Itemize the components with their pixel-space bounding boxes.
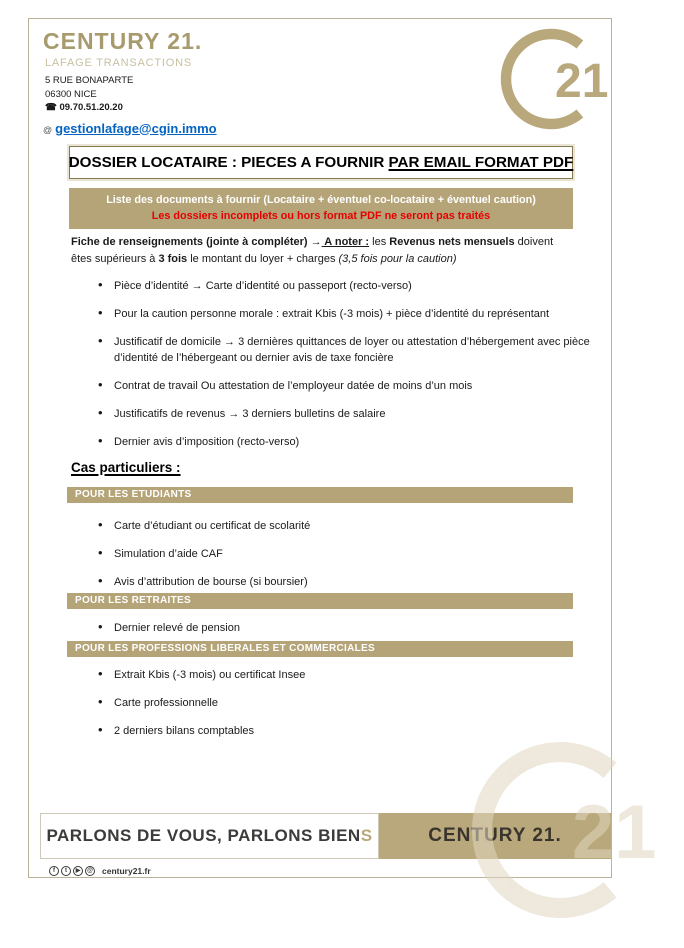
email-line — [43, 120, 217, 138]
intro-noted: A noter : — [321, 236, 370, 248]
instagram-icon[interactable]: @ — [85, 866, 95, 876]
title-underlined: PAR EMAIL FORMAT PDF — [388, 154, 574, 171]
intro-text-3: le montant du loyer + charges — [187, 252, 339, 265]
retraites-list — [29, 620, 613, 636]
agency-name: LAFAGE TRANSACTIONS — [45, 57, 193, 69]
arrow-icon: → — [310, 236, 322, 248]
notice-banner — [69, 188, 573, 229]
list-item: • Pièce d’identité → Carte d’identité ou passeport (recto-verso) — [29, 278, 611, 294]
intro-paragraph — [71, 234, 573, 267]
phone-icon: ☎ — [45, 102, 57, 113]
address-line-2: 06300 NICE — [45, 88, 97, 100]
email-link[interactable]: gestionlafage@cgin.immo — [55, 120, 217, 136]
brand-name: CENTURY 21. — [43, 28, 203, 54]
list-item: • Justificatifs de revenus → 3 derniers bulletins de salaire — [29, 406, 611, 422]
list-item: • Dernier avis d’imposition (recto-verso) — [29, 434, 611, 450]
list-item: • Carte d’étudiant ou certificat de scolarité — [29, 518, 613, 534]
list-item: • Dernier relevé de pension — [29, 620, 613, 636]
intro-bold-3: 3 fois — [158, 252, 188, 265]
section-header-professions: POUR LES PROFESSIONS LIBERALES ET COMMERCIALES — [67, 641, 573, 657]
professions-list — [29, 667, 613, 739]
document-page — [28, 18, 612, 878]
slogan-main: PARLONS DE VOUS, PARLONS BIEN — [46, 826, 361, 845]
document-title-box — [69, 146, 573, 179]
list-item: • Carte professionnelle — [29, 695, 613, 711]
list-item: • 2 derniers bilans comptables — [29, 723, 613, 739]
watermark-number: 21 — [572, 790, 657, 875]
list-item: • Contrat de travail Ou attestation de l’employeur datée de moins d’un mois — [29, 378, 611, 394]
phone-number: 09.70.51.20.20 — [59, 102, 123, 113]
intro-bold-1: Fiche de renseignements (jointe à compléter) — [71, 236, 311, 248]
special-cases-heading: Cas particuliers : — [71, 460, 181, 475]
section-header-retraites: POUR LES RETRAITES — [67, 593, 573, 609]
youtube-icon[interactable]: ▶ — [73, 866, 83, 876]
list-item: • Avis d’attribution de bourse (si boursier) — [29, 574, 613, 590]
etudiants-list — [29, 518, 613, 590]
century21-logo-icon — [499, 23, 611, 138]
list-item: • Pour la caution personne morale : extrait Kbis (-3 mois) + pièce d’identité du représentant — [29, 306, 611, 322]
slogan-last-letter: S — [360, 826, 373, 845]
intro-italic: (3,5 fois pour la caution) — [338, 252, 457, 265]
agency-header — [43, 28, 217, 138]
intro-bold-2: Revenus nets mensuels — [389, 236, 515, 248]
address-line-1: 5 RUE BONAPARTE — [45, 75, 134, 86]
list-item: • Extrait Kbis (-3 mois) ou certificat Insee — [29, 667, 613, 683]
social-row — [49, 866, 151, 876]
slogan-text — [46, 826, 372, 846]
section-header-etudiants: POUR LES ETUDIANTS — [67, 487, 573, 503]
document-title — [69, 154, 574, 171]
footer-banner — [40, 813, 611, 859]
twitter-icon[interactable]: t — [61, 866, 71, 876]
title-plain: DOSSIER LOCATAIRE : PIECES A FOURNIR — [68, 154, 389, 171]
notice-line-2: Les dossiers incomplets ou hors format PDF ne seront pas traités — [151, 210, 491, 222]
main-document-list — [29, 278, 611, 462]
section-etudiants — [67, 487, 573, 602]
footer-brand-box — [379, 813, 611, 859]
intro-text-1: les — [369, 236, 390, 248]
section-professions — [67, 641, 573, 751]
phone-line — [45, 101, 217, 115]
list-item: • Simulation d’aide CAF — [29, 546, 613, 562]
list-item: • Justificatif de domicile → 3 dernières quittances de loyer ou attestation d’hébergement avec pièce d’identité de l’hébergeant ou dernier avis de taxe foncière — [29, 334, 611, 366]
section-retraites — [67, 593, 573, 648]
website-link[interactable]: century21.fr — [102, 866, 151, 876]
logo-number: 21 — [555, 55, 609, 108]
slogan-box — [40, 813, 379, 859]
at-icon: @ — [43, 124, 53, 135]
notice-line-1: Liste des documents à fournir (Locataire + éventuel co-locataire + éventuel caution) — [106, 194, 536, 206]
intro-text-2: doivent êtes supérieurs à — [71, 236, 554, 265]
facebook-icon[interactable]: f — [49, 866, 59, 876]
footer-brand: CENTURY 21. — [428, 825, 562, 846]
